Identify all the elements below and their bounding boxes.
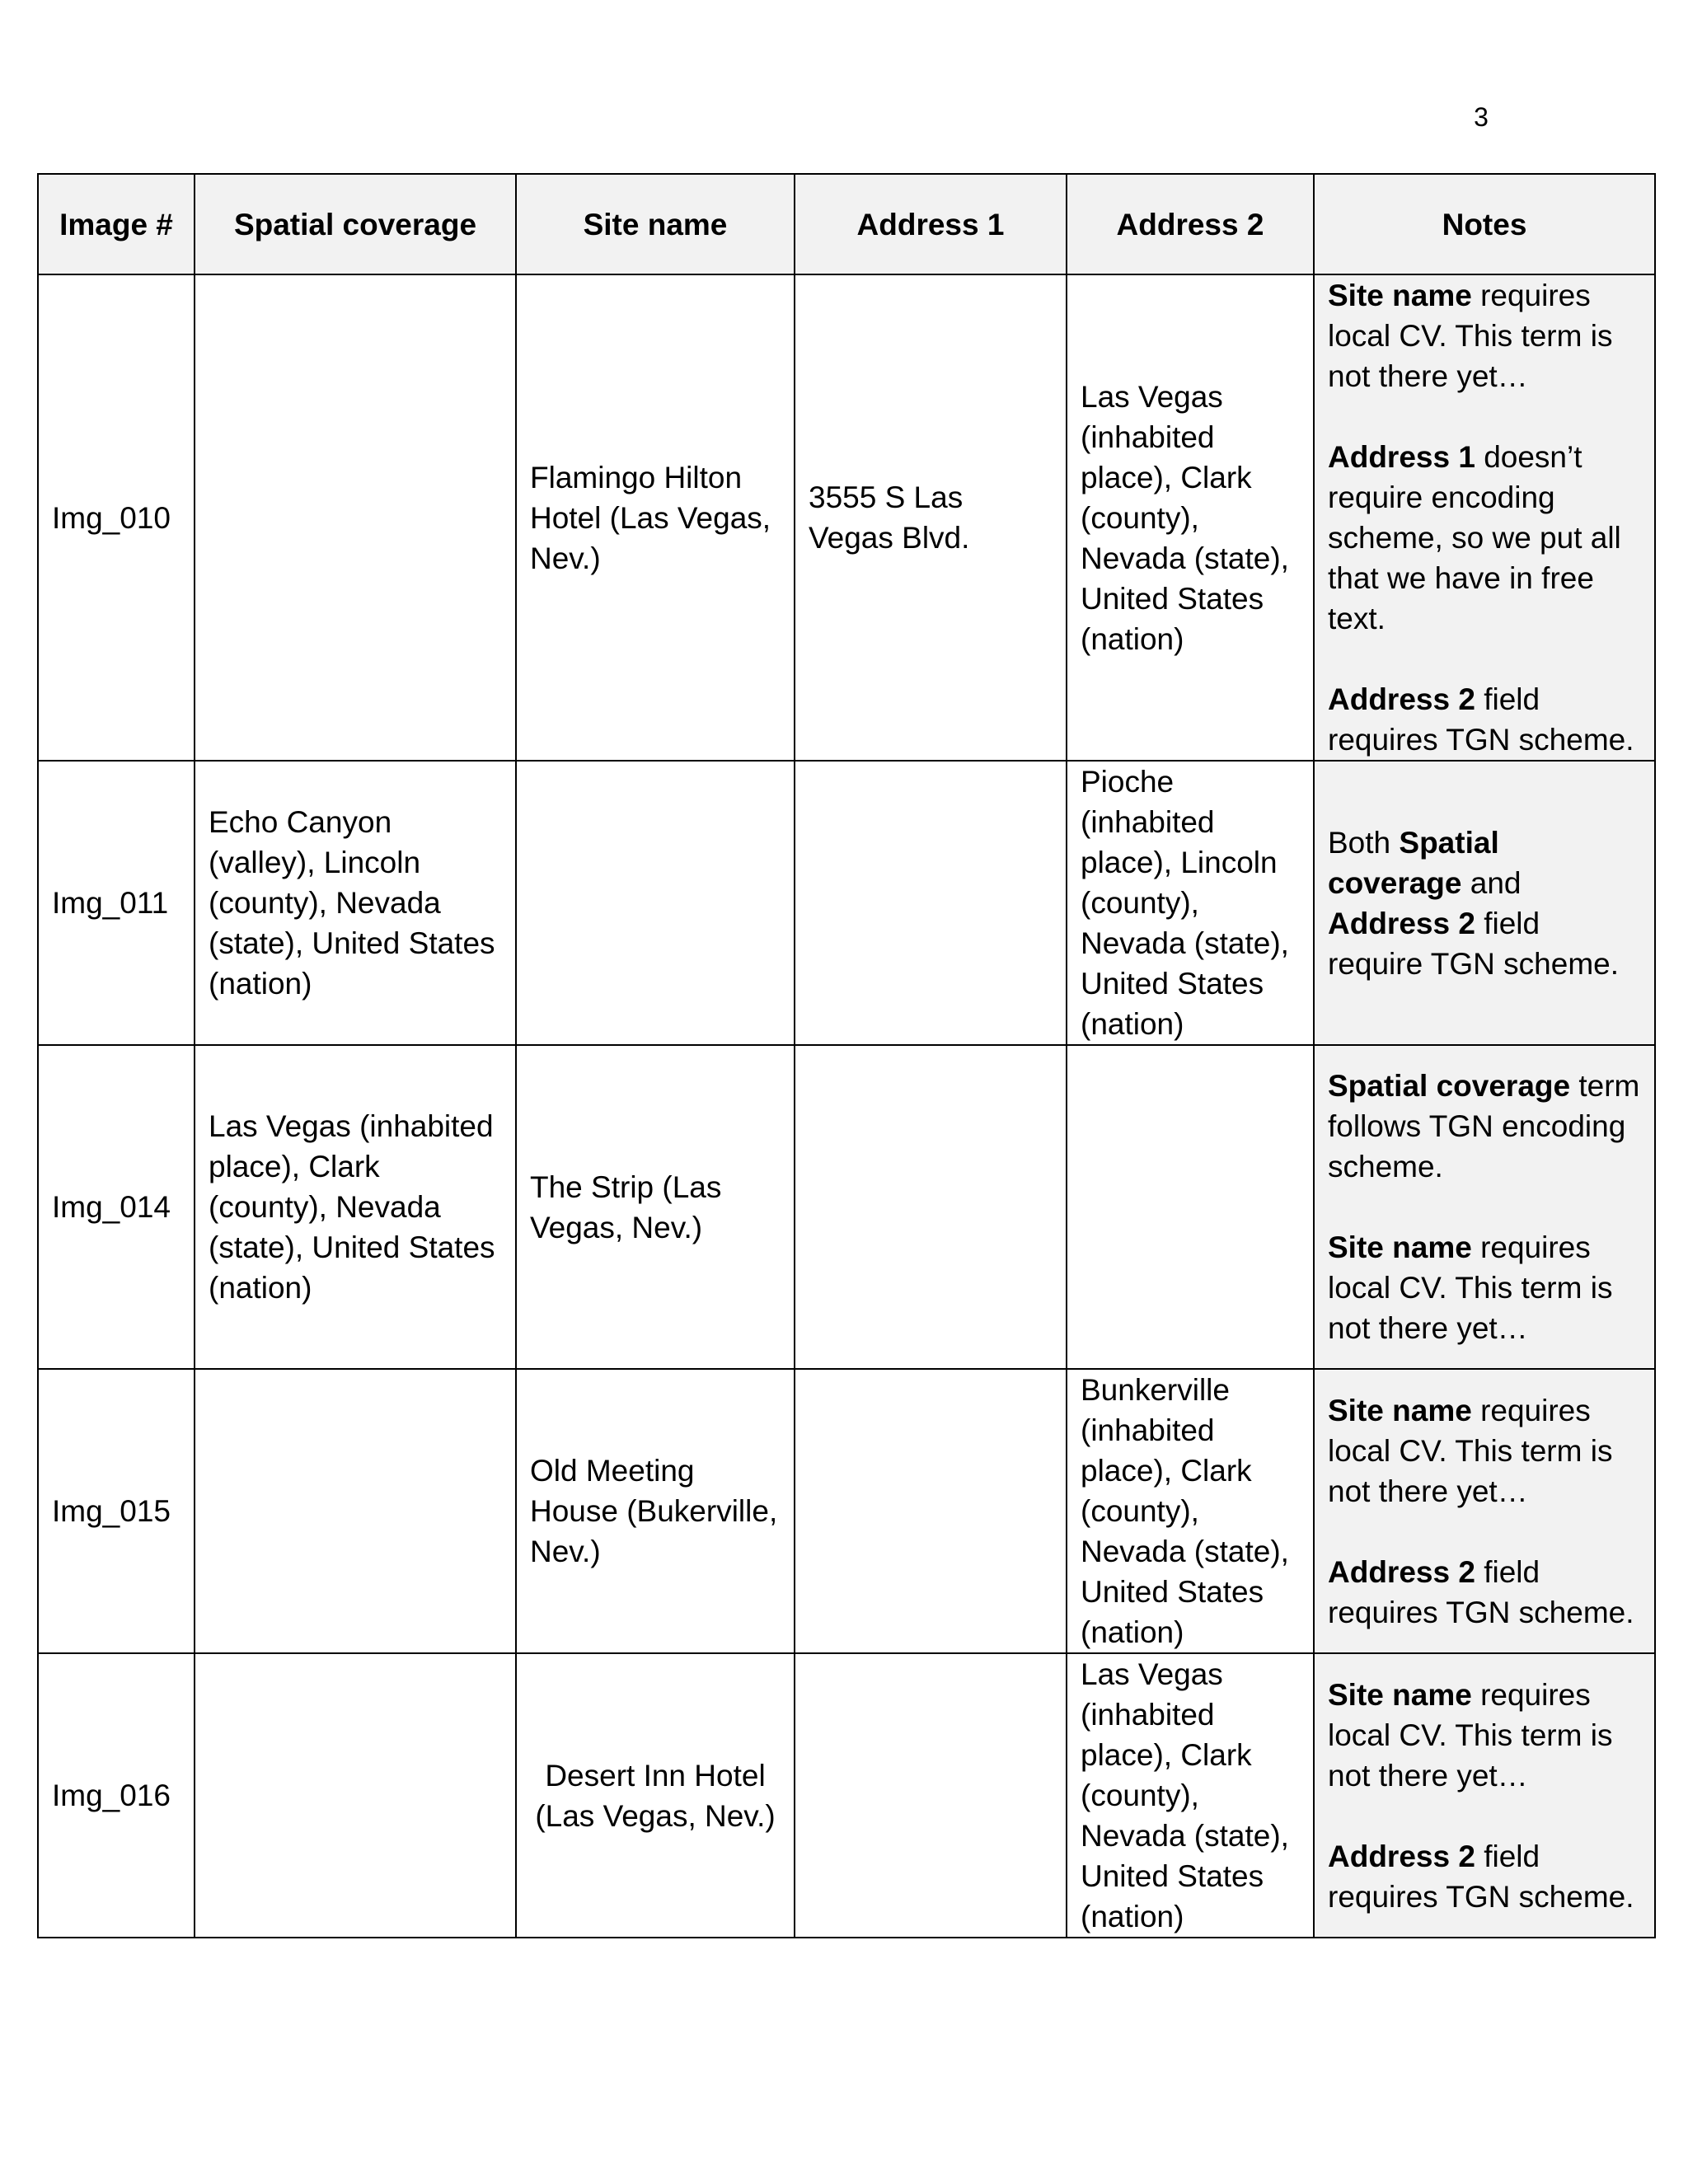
note-paragraph <box>1328 1066 1641 1187</box>
header-image: Image # <box>38 174 195 274</box>
site-name-cell: Flamingo Hilton Hotel (Las Vegas, Nev.) <box>516 274 795 761</box>
note-paragraph-gap <box>1328 396 1641 437</box>
note-paragraph <box>1328 1552 1641 1633</box>
note-text: requires local CV. This term is not there yet… <box>1328 1393 1613 1508</box>
note-field-name: Address 1 <box>1328 440 1475 474</box>
metadata-table <box>37 173 1656 1938</box>
note-paragraph-gap <box>1328 1187 1641 1227</box>
note-field-name: Address 2 <box>1328 682 1475 716</box>
note-text: requires local CV. This term is not there yet… <box>1328 1677 1613 1793</box>
note-text: requires local CV. This term is not there yet… <box>1328 279 1613 393</box>
note-field-name: Address 2 <box>1328 906 1475 940</box>
table-row <box>38 761 1655 1045</box>
address-2-cell <box>1067 1045 1314 1369</box>
table-row <box>38 1369 1655 1653</box>
note-text: term follows TGN encoding scheme. <box>1328 1069 1640 1183</box>
note-field-name: Spatial coverage <box>1328 825 1499 900</box>
note-field-name: Site name <box>1328 1393 1472 1427</box>
site-name-cell: Desert Inn Hotel (Las Vegas, Nev.) <box>516 1653 795 1938</box>
notes-cell <box>1314 1369 1655 1653</box>
note-text: Both <box>1328 825 1400 860</box>
header-site-name: Site name <box>516 174 795 274</box>
image-id-cell: Img_014 <box>38 1045 195 1369</box>
note-field-name: Site name <box>1328 279 1472 312</box>
image-id-cell: Img_010 <box>38 274 195 761</box>
address-1-cell: 3555 S Las Vegas Blvd. <box>795 274 1067 761</box>
address-2-cell: Las Vegas (inhabited place), Clark (county), Nevada (state), United States (nation) <box>1067 1653 1314 1938</box>
address-2-cell: Bunkerville (inhabited place), Clark (county), Nevada (state), United States (nation) <box>1067 1369 1314 1653</box>
header-address-2: Address 2 <box>1067 174 1314 274</box>
note-paragraph <box>1328 823 1641 984</box>
notes-cell <box>1314 274 1655 761</box>
notes-cell <box>1314 761 1655 1045</box>
note-text: doesn’t require encoding scheme, so we put all that we have in free text. <box>1328 440 1621 635</box>
header-spatial-coverage: Spatial coverage <box>195 174 516 274</box>
note-paragraph <box>1328 1227 1641 1348</box>
spatial-coverage-cell: Las Vegas (inhabited place), Clark (county), Nevada (state), United States (nation) <box>195 1045 516 1369</box>
notes-cell <box>1314 1653 1655 1938</box>
address-1-cell <box>795 1653 1067 1938</box>
note-field-name: Site name <box>1328 1230 1472 1264</box>
address-1-cell <box>795 1369 1067 1653</box>
image-id-cell: Img_016 <box>38 1653 195 1938</box>
note-paragraph <box>1328 437 1641 639</box>
note-paragraph <box>1328 1836 1641 1917</box>
spatial-coverage-cell <box>195 274 516 761</box>
header-notes: Notes <box>1314 174 1655 274</box>
address-2-cell: Pioche (inhabited place), Lincoln (county), Nevada (state), United States (nation) <box>1067 761 1314 1045</box>
spatial-coverage-cell <box>195 1653 516 1938</box>
table-row <box>38 274 1655 761</box>
note-field-name: Address 2 <box>1328 1554 1475 1589</box>
note-text: field require TGN scheme. <box>1328 906 1619 981</box>
header-address-1: Address 1 <box>795 174 1067 274</box>
note-paragraph <box>1328 679 1641 760</box>
note-paragraph <box>1328 1675 1641 1796</box>
image-id-cell: Img_015 <box>38 1369 195 1653</box>
address-1-cell <box>795 761 1067 1045</box>
note-text: field requires TGN scheme. <box>1328 682 1634 757</box>
note-text: field requires TGN scheme. <box>1328 1554 1634 1629</box>
spatial-coverage-cell <box>195 1369 516 1653</box>
page-number: 3 <box>1474 102 1489 132</box>
note-text: field requires TGN scheme. <box>1328 1839 1634 1914</box>
note-paragraph-gap <box>1328 1796 1641 1836</box>
address-1-cell <box>795 1045 1067 1369</box>
notes-cell <box>1314 1045 1655 1369</box>
site-name-cell: The Strip (Las Vegas, Nev.) <box>516 1045 795 1369</box>
note-paragraph-gap <box>1328 639 1641 679</box>
note-field-name: Spatial coverage <box>1328 1069 1571 1103</box>
note-text: requires local CV. This term is not there yet… <box>1328 1230 1613 1345</box>
address-2-cell: Las Vegas (inhabited place), Clark (county), Nevada (state), United States (nation) <box>1067 274 1314 761</box>
note-field-name: Site name <box>1328 1677 1472 1712</box>
header-row <box>38 174 1655 274</box>
note-paragraph <box>1328 1390 1641 1511</box>
table-row <box>38 1045 1655 1369</box>
note-field-name: Address 2 <box>1328 1839 1475 1873</box>
image-id-cell: Img_011 <box>38 761 195 1045</box>
note-text: and <box>1461 865 1522 900</box>
spatial-coverage-cell: Echo Canyon (valley), Lincoln (county), Nevada (state), United States (nation) <box>195 761 516 1045</box>
note-paragraph-gap <box>1328 1511 1641 1552</box>
note-paragraph <box>1328 275 1641 396</box>
site-name-cell <box>516 761 795 1045</box>
site-name-cell: Old Meeting House (Bukerville, Nev.) <box>516 1369 795 1653</box>
table-row <box>38 1653 1655 1938</box>
